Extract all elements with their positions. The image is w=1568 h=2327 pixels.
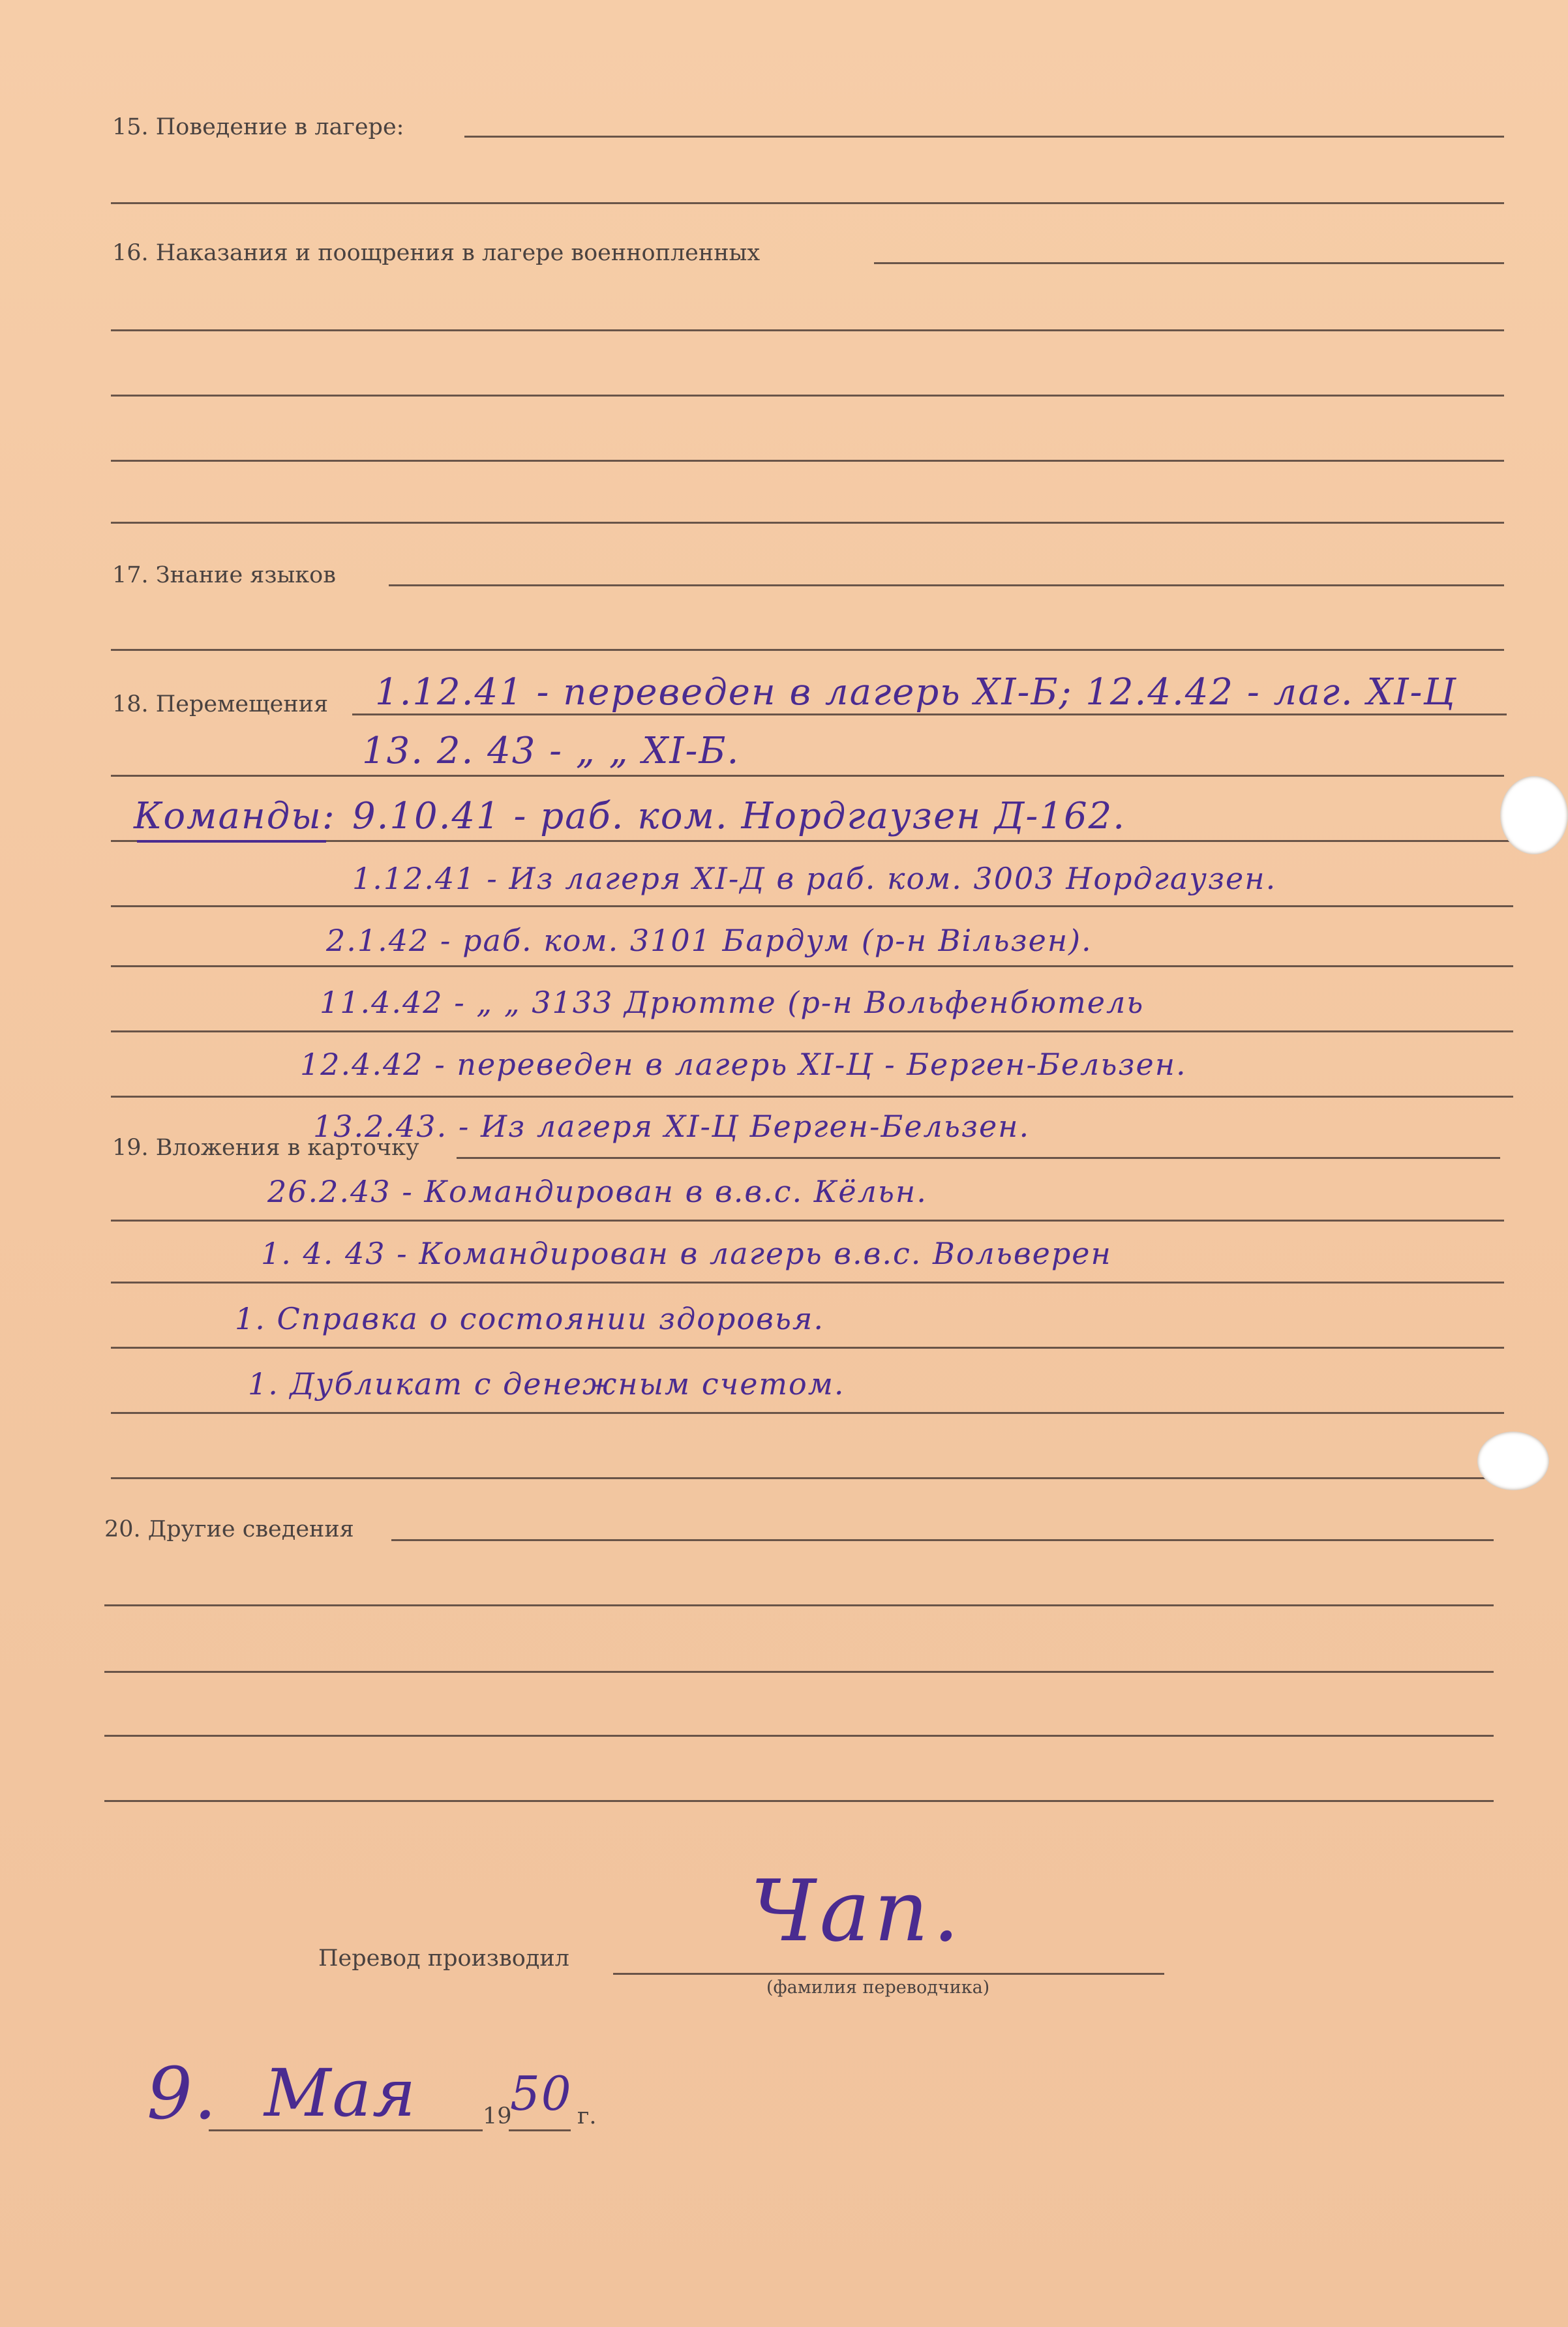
- ruled-line: [111, 649, 1504, 651]
- ruled-line: [111, 1347, 1504, 1349]
- punch-hole-top: [1500, 776, 1568, 854]
- field-15-label: 15. Поведение в лагере:: [112, 114, 404, 140]
- ruled-line: [111, 1282, 1504, 1284]
- field-19-line: [457, 1157, 1500, 1159]
- handwritten-kommandos-line-8: 1. 4. 43 - Командирован в лагерь в.в.с. Вольверен: [261, 1236, 1112, 1271]
- ruled-line: [111, 965, 1513, 967]
- handwritten-attachment-1: 1. Справка о состоянии здоровья.: [235, 1301, 824, 1336]
- field-16-line: [874, 262, 1504, 264]
- field-17-line: [389, 584, 1504, 586]
- translator-label: Перевод производил: [318, 1945, 569, 1972]
- date-year-line: [509, 2129, 571, 2131]
- handwritten-moves-line-1: 1.12.41 - переведен в лагерь XI-Б; 12.4.42 - лаг. XI-Ц: [375, 671, 1457, 713]
- ruled-line: [111, 1477, 1504, 1479]
- translator-caption: (фамилия переводчика): [766, 1977, 990, 1998]
- field-17-label: 17. Знание языков: [112, 562, 336, 588]
- ruled-line: [111, 1030, 1513, 1032]
- ruled-line: [111, 460, 1504, 462]
- handwritten-kommandos-line-2: 1.12.41 - Из лагеря XI-Д в раб. ком. 3003 Нордгаузен.: [352, 861, 1277, 896]
- handwritten-kommandos-line-5: 12.4.42 - переведен в лагерь XI-Ц - Берген-Бельзен.: [300, 1047, 1187, 1082]
- handwritten-moves-line-2: 13. 2. 43 - „ „ XI-Б.: [362, 730, 740, 772]
- handwritten-kommandos-line-1: 9.10.41 - раб. ком. Нордгаузен Д-162.: [352, 795, 1126, 837]
- translator-signature: Чап.: [750, 1861, 964, 1960]
- handwritten-kommandos-line-3: 2.1.42 - раб. ком. 3101 Бардум (р-н Вільзен).: [326, 923, 1093, 958]
- handwritten-kommandos-label: Команды:: [134, 795, 336, 837]
- ruled-line: [104, 1800, 1494, 1802]
- ruled-line: [111, 775, 1504, 777]
- date-year-suffix: г.: [577, 2103, 597, 2129]
- field-20-label: 20. Другие сведения: [104, 1516, 354, 1542]
- handwritten-kommandos-line-4: 11.4.42 - „ „ 3133 Дрютте (р-н Вольфенбютель: [320, 985, 1145, 1020]
- field-19-label: 19. Вложения в карточку: [112, 1135, 419, 1161]
- ruled-line: [111, 395, 1504, 397]
- translator-line: [613, 1973, 1164, 1975]
- ruled-line: [104, 1671, 1494, 1673]
- ruled-line: [104, 1604, 1494, 1606]
- kommandos-underline: [137, 840, 326, 843]
- ruled-line: [111, 522, 1504, 524]
- field-18-line: [352, 713, 1507, 715]
- handwritten-kommandos-line-7: 26.2.43 - Командирован в в.в.с. Кёльн.: [267, 1174, 927, 1209]
- field-16-label: 16. Наказания и поощрения в лагере военнопленных: [112, 240, 761, 266]
- ruled-line: [111, 1412, 1504, 1414]
- ruled-line: [111, 202, 1504, 204]
- handwritten-attachment-2: 1. Дубликат с денежным счетом.: [248, 1366, 845, 1402]
- ruled-line: [111, 1220, 1504, 1222]
- date-year-prefix: 19: [483, 2103, 512, 2129]
- ruled-line: [111, 1096, 1513, 1098]
- field-18-label: 18. Перемещения: [112, 691, 329, 717]
- field-15-line: [464, 136, 1504, 138]
- date-month: Мая: [264, 2055, 417, 2131]
- field-20-line: [391, 1539, 1494, 1541]
- handwritten-kommandos-line-6: 13.2.43. - Из лагеря XI-Ц Берген-Бельзен.: [313, 1109, 1031, 1144]
- ruled-line: [111, 905, 1513, 907]
- date-day: 9.: [147, 2052, 218, 2135]
- date-year: 50: [510, 2066, 573, 2121]
- ruled-line: [111, 329, 1504, 331]
- ruled-line: [104, 1735, 1494, 1737]
- punch-hole-bottom: [1477, 1432, 1549, 1490]
